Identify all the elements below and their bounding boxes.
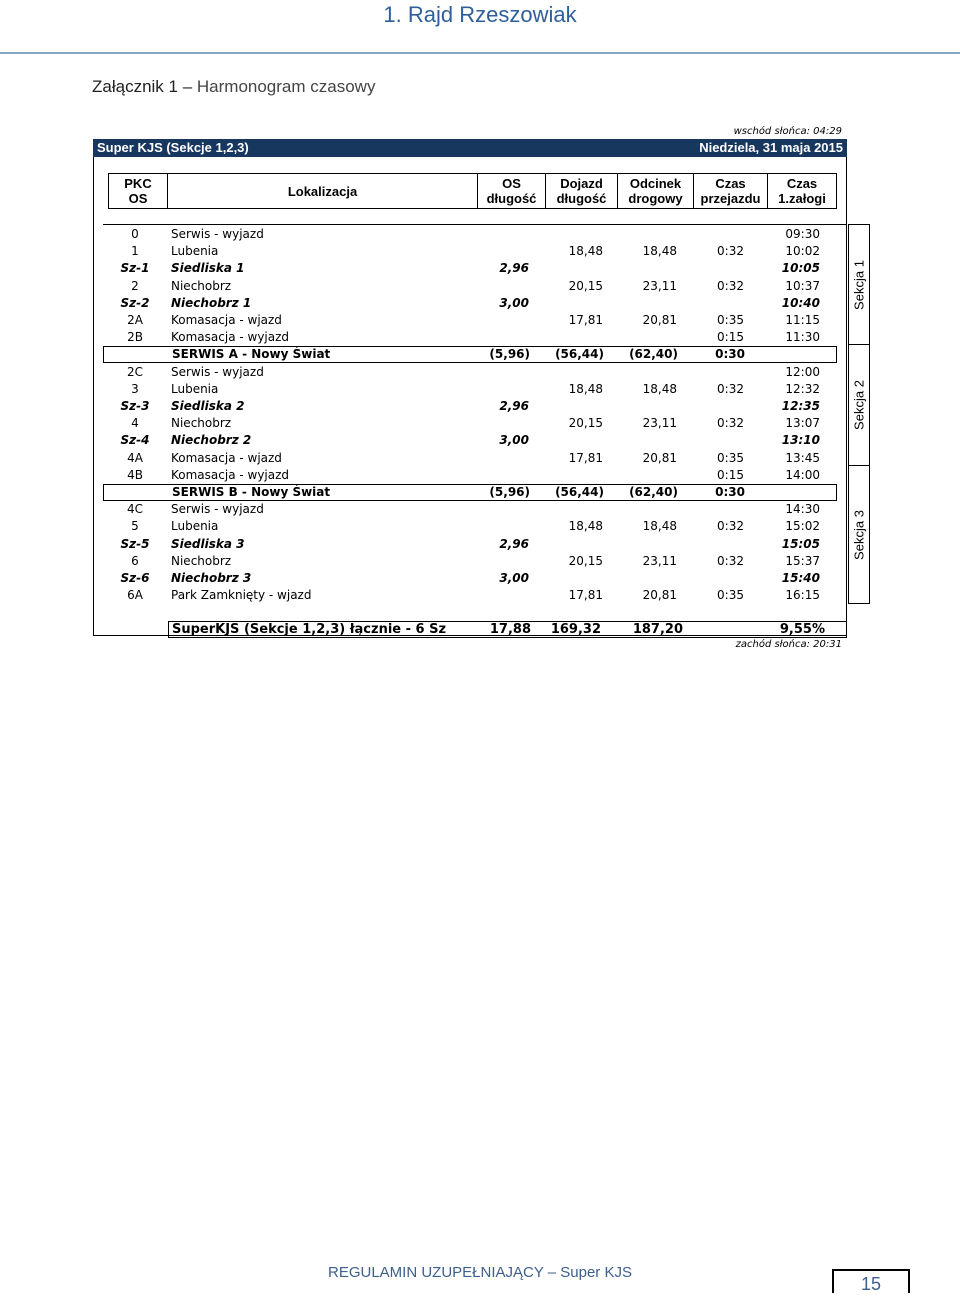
totals-dojazd: 169,32 [550, 622, 601, 637]
table-row [103, 329, 837, 346]
column-header-pkc: PKC OS [108, 173, 168, 209]
cell-czp: 0:32 [717, 416, 744, 431]
cell-odc: (62,40) [629, 485, 678, 499]
table-row [104, 346, 838, 363]
cell-loc: Komasacja - wjazd [171, 450, 282, 465]
sunset-time: zachód słońca: 20:31 [735, 639, 842, 650]
cell-czp: 0:15 [717, 467, 744, 482]
subtitle-prefix: Załącznik 1 – [92, 77, 197, 96]
cell-os: 2,96 [499, 399, 529, 413]
section-label: Sekcja 3 [851, 509, 867, 560]
cell-loc: Niechobrz [171, 416, 232, 431]
cell-pkc: 3 [131, 381, 139, 396]
cell-czp: 0:32 [717, 244, 744, 259]
cell-doj: 20,15 [568, 278, 603, 293]
table-row [103, 364, 837, 381]
table-row [103, 415, 837, 432]
cell-pkc: Sz-6 [120, 571, 150, 585]
column-header-dojazd-dlugosc: Dojazd długość [546, 173, 618, 209]
cell-czz: 13:10 [781, 433, 820, 448]
column-header-lokalizacja: Lokalizacja [168, 173, 478, 209]
cell-czz: 15:37 [785, 553, 820, 568]
cell-czz: 15:02 [785, 519, 820, 534]
table-row [103, 243, 837, 260]
section-column-1 [848, 224, 870, 345]
cell-pkc: 6 [131, 553, 139, 568]
cell-pkc: 4 [131, 416, 139, 431]
cell-doj: 20,15 [568, 416, 603, 431]
cell-pkc: 4C [126, 502, 143, 517]
table-row [103, 312, 837, 329]
title-divider [0, 52, 960, 54]
cell-os: (5,96) [489, 347, 530, 362]
totals-percent: 9,55% [779, 622, 825, 637]
cell-czz: 14:00 [785, 467, 820, 482]
cell-pkc: 2 [131, 278, 139, 293]
cell-czp: 0:32 [717, 381, 744, 396]
cell-odc: 18,48 [642, 519, 677, 534]
cell-odc: 23,11 [642, 553, 677, 568]
stage-row [103, 536, 837, 553]
stage-row [103, 260, 837, 277]
schedule-grid [103, 224, 847, 604]
cell-czz: 10:05 [781, 261, 820, 276]
totals-row [168, 621, 847, 638]
cell-czz: 11:15 [785, 313, 820, 327]
cell-pkc: 2C [126, 364, 143, 379]
cell-pkc: 0 [131, 227, 139, 241]
cell-czz: 12:32 [785, 381, 820, 396]
cell-loc: Niechobrz [171, 278, 232, 293]
cell-pkc: 1 [131, 244, 139, 259]
table-row [103, 587, 837, 604]
cell-loc: Serwis - wyjazd [171, 502, 264, 517]
cell-pkc: Sz-2 [120, 295, 150, 310]
cell-loc: Siedliska 2 [171, 399, 245, 413]
cell-doj: 18,48 [568, 519, 603, 534]
cell-loc: Komasacja - wyjazd [171, 330, 290, 345]
stage-row [103, 570, 837, 587]
service-row [103, 484, 837, 501]
stage-row [103, 432, 837, 449]
cell-czz: 12:00 [785, 364, 820, 379]
table-row [104, 484, 838, 501]
cell-doj: 17,81 [568, 313, 603, 327]
cell-czp: 0:30 [715, 347, 745, 362]
cell-odc: 23,11 [642, 278, 677, 293]
cell-czz: 11:30 [785, 330, 820, 345]
cell-loc: Lubenia [171, 244, 219, 259]
schedule-banner [93, 139, 847, 157]
cell-loc: Komasacja - wjazd [171, 313, 282, 327]
cell-loc: Niechobrz 2 [171, 433, 252, 448]
cell-loc: SERWIS A - Nowy Świat [172, 347, 331, 362]
cell-czp: 0:30 [715, 485, 745, 499]
stage-row [103, 398, 837, 415]
cell-pkc: Sz-5 [120, 536, 150, 551]
cell-czz: 13:45 [785, 450, 820, 465]
totals-label: SuperKJS (Sekcje 1,2,3) łącznie - 6 Sz [172, 622, 447, 637]
cell-czz: 10:37 [785, 278, 820, 293]
table-row [103, 553, 837, 570]
cell-pkc: 2A [127, 313, 143, 327]
cell-doj: (56,44) [555, 347, 604, 362]
cell-czz: 09:30 [785, 227, 820, 241]
cell-czz: 10:40 [781, 295, 820, 310]
cell-czz: 13:07 [785, 416, 820, 431]
cell-os: 3,00 [499, 571, 529, 585]
cell-loc: Park Zamknięty - wjazd [171, 588, 312, 603]
column-header-odcinek-drogowy: Odcinek drogowy [618, 173, 694, 209]
cell-pkc: 5 [131, 519, 139, 534]
cell-pkc: Sz-4 [120, 433, 150, 448]
document-title: 1. Rajd Rzeszowiak [383, 2, 577, 27]
cell-loc: Niechobrz 3 [171, 571, 252, 585]
cell-odc: 20,81 [642, 313, 677, 327]
section-label: Sekcja 1 [851, 259, 867, 310]
document-subtitle [92, 77, 375, 97]
cell-czz: 14:30 [785, 502, 820, 517]
cell-czp: 0:32 [717, 519, 744, 534]
cell-czp: 0:32 [717, 278, 744, 293]
cell-odc: 18,48 [642, 244, 677, 259]
cell-loc: SERWIS B - Nowy Świat [172, 485, 331, 499]
cell-loc: Lubenia [171, 381, 219, 396]
cell-pkc: 4B [127, 467, 143, 482]
cell-doj: 18,48 [568, 381, 603, 396]
cell-czp: 0:35 [717, 450, 744, 465]
subtitle-text: Harmonogram czasowy [196, 77, 376, 96]
cell-pkc: Sz-3 [120, 399, 150, 413]
table-row [103, 467, 837, 484]
cell-odc: 23,11 [642, 416, 677, 431]
table-row [103, 278, 837, 295]
banner-event: Super KJS (Sekcje 1,2,3) [97, 140, 249, 155]
cell-loc: Siedliska 3 [171, 536, 245, 551]
cell-loc: Serwis - wyjazd [171, 227, 264, 241]
cell-czp: 0:32 [717, 553, 744, 568]
cell-os: 2,96 [499, 261, 529, 276]
cell-odc: 18,48 [642, 381, 677, 396]
cell-czz: 15:40 [781, 571, 820, 585]
cell-pkc: 6A [127, 588, 143, 603]
table-row [103, 450, 837, 467]
cell-os: 2,96 [499, 536, 529, 551]
section-label: Sekcja 2 [851, 380, 867, 430]
cell-odc: 20,81 [642, 450, 677, 465]
cell-czz: 10:02 [785, 244, 820, 259]
cell-czz: 15:05 [781, 536, 820, 551]
cell-czp: 0:15 [717, 330, 744, 345]
page-footer: REGULAMIN UZUPEŁNIAJĄCY – Super KJS [328, 1264, 632, 1281]
cell-czp: 0:35 [717, 588, 744, 603]
cell-odc: (62,40) [629, 347, 678, 362]
totals-os: 17,88 [489, 622, 531, 637]
cell-os: 3,00 [499, 295, 529, 310]
banner-date: Niedziela, 31 maja 2015 [699, 140, 843, 155]
cell-doj: 20,15 [568, 553, 603, 568]
sunrise-time: wschód słońca: 04:29 [733, 126, 842, 137]
cell-loc: Niechobrz [171, 553, 232, 568]
cell-loc: Lubenia [171, 519, 219, 534]
column-header-czas-zalogi: Czas 1.załogi [768, 173, 837, 209]
section-column-3 [848, 466, 870, 604]
cell-czz: 16:15 [785, 588, 820, 603]
table-row [103, 501, 837, 518]
cell-pkc: Sz-1 [120, 261, 150, 276]
section-column-2 [848, 345, 870, 466]
cell-loc: Serwis - wyjazd [171, 364, 264, 379]
cell-doj: 17,81 [568, 588, 603, 603]
cell-pkc: 2B [127, 330, 143, 345]
cell-loc: Niechobrz 1 [171, 295, 252, 310]
table-row [103, 381, 837, 398]
cell-czz: 12:35 [781, 399, 820, 413]
cell-doj: (56,44) [555, 485, 604, 499]
table-row [103, 226, 837, 243]
cell-os: (5,96) [489, 485, 530, 499]
column-header-czas-przejazdu: Czas przejazdu [694, 173, 768, 209]
cell-loc: Komasacja - wyjazd [171, 467, 290, 482]
cell-czp: 0:35 [717, 313, 744, 327]
page-number: 15 [832, 1269, 910, 1293]
table-row [103, 518, 837, 535]
service-row [103, 346, 837, 363]
totals-odcinek: 187,20 [632, 622, 683, 637]
stage-row [103, 295, 837, 312]
cell-loc: Siedliska 1 [171, 261, 245, 276]
cell-os: 3,00 [499, 433, 529, 448]
column-header-os-dlugosc: OS długość [478, 173, 546, 209]
cell-pkc: 4A [127, 450, 143, 465]
cell-doj: 18,48 [568, 244, 603, 259]
cell-doj: 17,81 [568, 450, 603, 465]
cell-odc: 20,81 [642, 588, 677, 603]
